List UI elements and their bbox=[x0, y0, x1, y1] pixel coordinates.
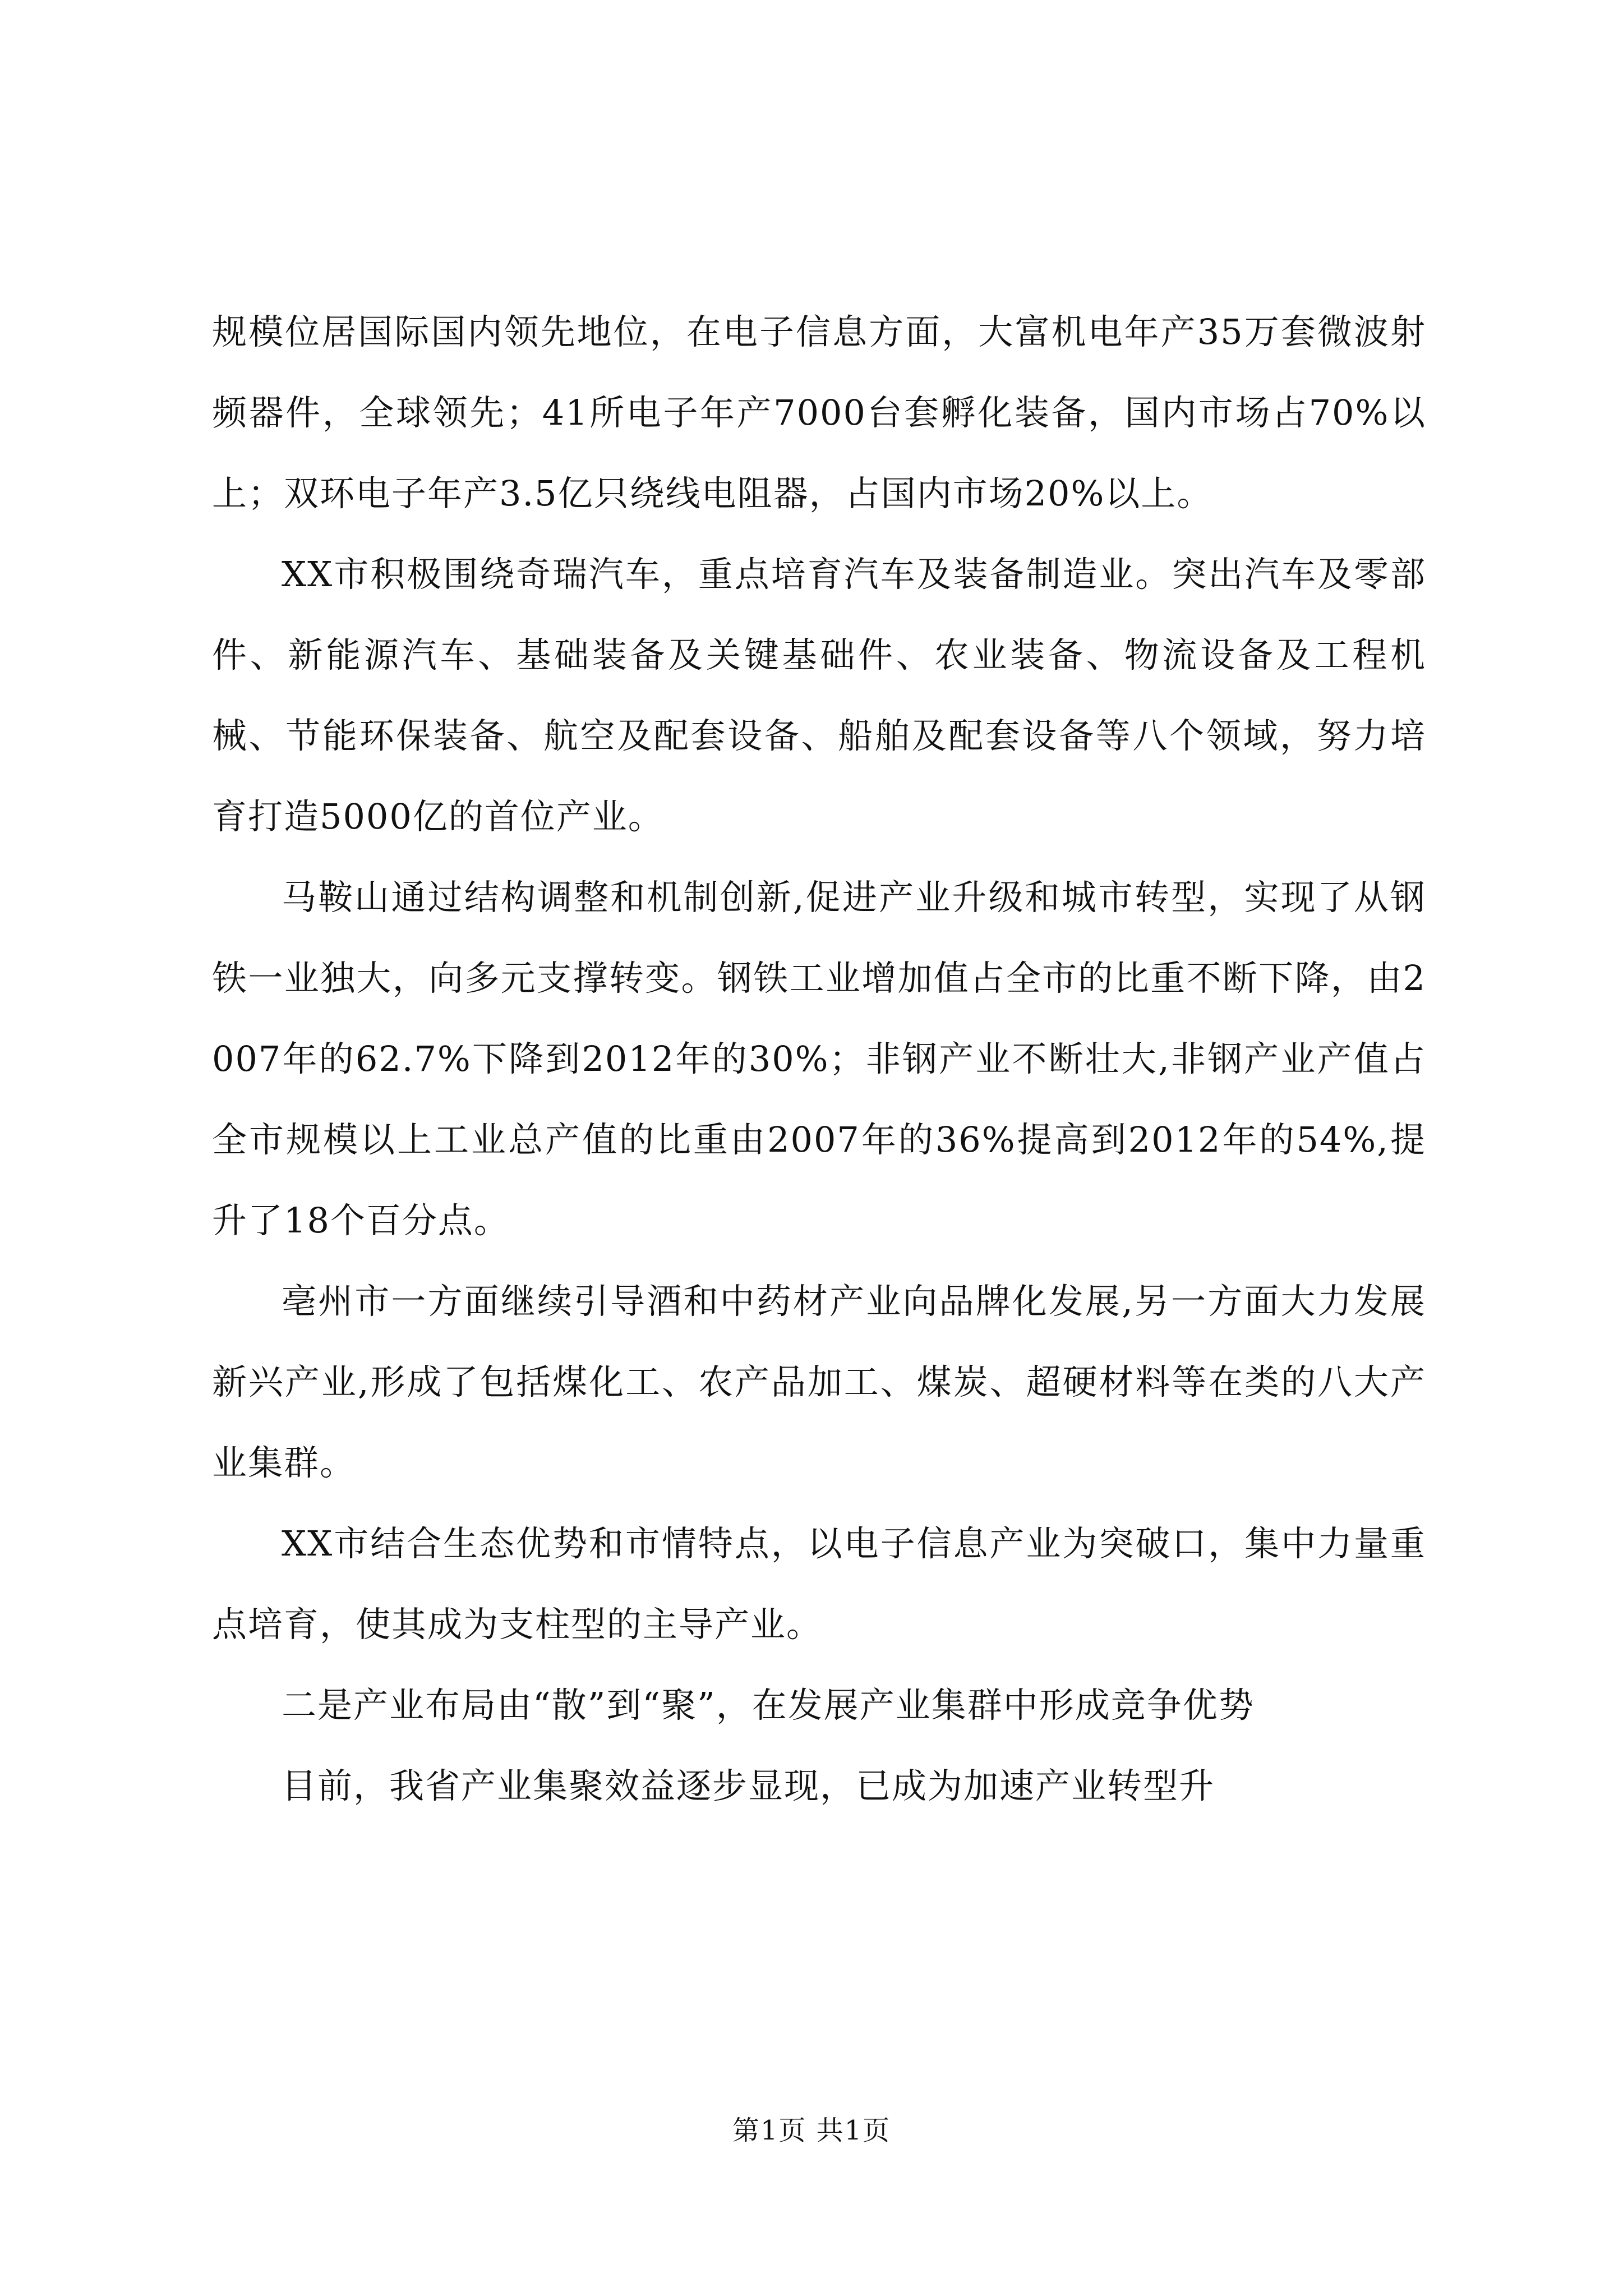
section-heading: 二是产业布局由“散”到“聚”，在发展产业集群中形成竞争优势 bbox=[282, 1685, 1255, 1726]
paragraph-5: XX市结合生态优势和市情特点，以电子信息产业为突破口，集中力量重点培育，使其成为支柱型的主导产业。 bbox=[212, 1523, 1426, 1645]
paragraph-1: 规模位居国际国内领先地位，在电子信息方面，大富机电年产35万套微波射频器件，全球领先；41所电子年产7000台套孵化装备，国内市场占70%以上；双环电子年产3.5亿只绕线电阻器，占国内市场20%以上。 bbox=[212, 311, 1426, 514]
paragraph-4: 亳州市一方面继续引导酒和中药材产业向品牌化发展,另一方面大力发展新兴产业,形成了包括煤化工、农产品加工、煤炭、超硬材料等在类的八大产业集群。 bbox=[212, 1281, 1426, 1483]
paragraph-3: 马鞍山通过结构调整和机制创新,促进产业升级和城市转型，实现了从钢铁一业独大，向多元支撑转变。钢铁工业增加值占全市的比重不断下降，由2007年的62.7%下降到2012年的30%；非钢产业不断壮大,非钢产业产值占全市规模以上工业总产值的比重由2007年的36%提高到2012年的54%,提升了18个百分点。 bbox=[212, 877, 1426, 1241]
page-footer: 第1页 共1页 bbox=[732, 2115, 891, 2146]
document-body bbox=[212, 292, 1426, 1826]
paragraph-7: 目前，我省产业集聚效益逐步显现，已成为加速产业转型升 bbox=[282, 1765, 1215, 1806]
paragraph-2: XX市积极围绕奇瑞汽车，重点培育汽车及装备制造业。突出汽车及零部件、新能源汽车、基础装备及关键基础件、农业装备、物流设备及工程机械、节能环保装备、航空及配套设备、船舶及配套设备等八个领域，努力培育打造5000亿的首位产业。 bbox=[212, 554, 1426, 837]
